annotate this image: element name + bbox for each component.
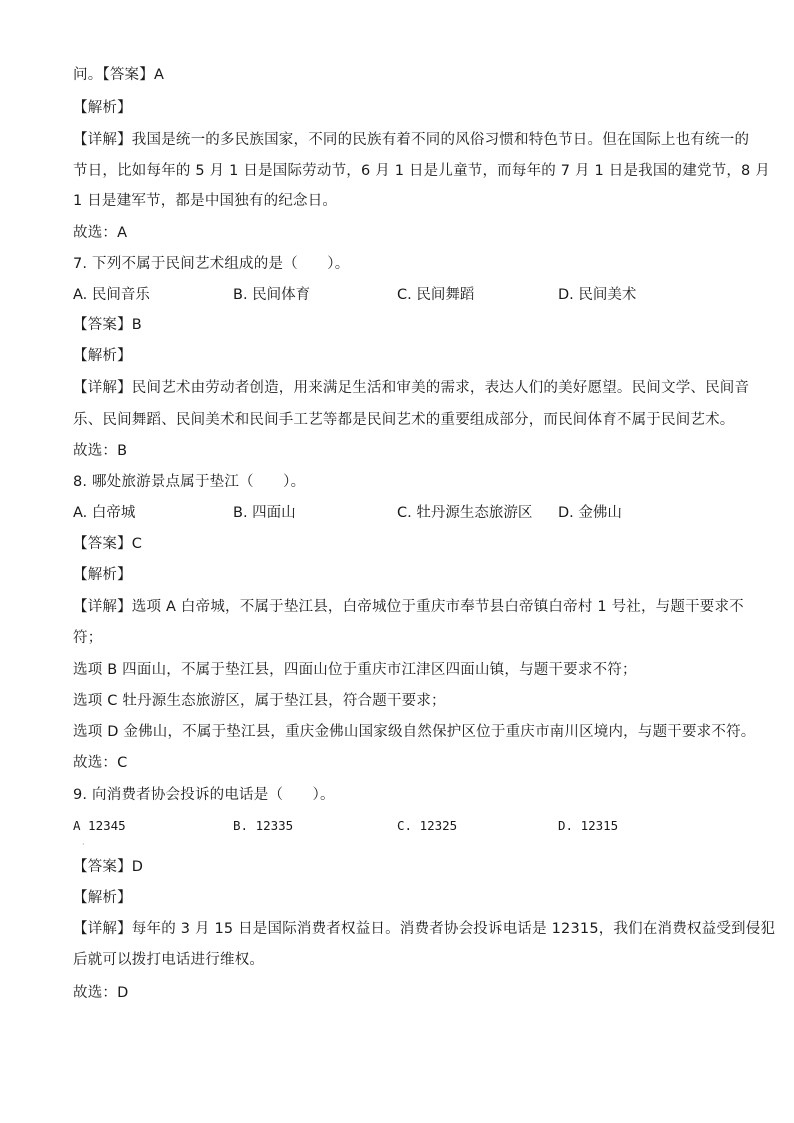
q8-option-a: A. 白帝城	[73, 505, 136, 521]
q7-option-a: A. 民间音乐	[73, 287, 150, 303]
detail-text: 后就可以拨打电话进行维权。	[73, 952, 265, 968]
choice-line: 故选：D	[73, 985, 129, 1001]
detail-text: 选项 D 金佛山，不属于垫江县，重庆金佛山国家级自然保护区位于重庆市南川区境内，与题干要求不符。	[73, 724, 756, 740]
detail-text: 【详解】民间艺术由劳动者创造，用来满足生活和审美的需求，表达人们的美好愿望。民间文学、民间音	[73, 380, 750, 396]
analysis-heading: 【解析】	[73, 100, 132, 116]
q9-option-b: B. 12335	[233, 818, 294, 833]
answer-line: 问。【答案】A	[73, 67, 165, 83]
choice-line: 故选：A	[73, 225, 128, 241]
stray-mark: ·	[82, 840, 85, 849]
analysis-heading: 【解析】	[73, 348, 132, 364]
q9-option-c: C. 12325	[397, 818, 458, 833]
q7-option-b: B. 民间体育	[233, 287, 311, 303]
q7-option-c: C. 民间舞蹈	[397, 287, 475, 303]
detail-text: 乐、民间舞蹈、民间美术和民间手工艺等都是民间艺术的重要组成部分，而民间体育不属于民间艺术。	[73, 412, 735, 428]
analysis-heading: 【解析】	[73, 567, 132, 583]
q8-option-c: C. 牡丹源生态旅游区	[397, 505, 533, 521]
choice-line: 故选：C	[73, 755, 128, 771]
detail-text: 选项 B 四面山，不属于垫江县，四面山位于重庆市江津区四面山镇，与题干要求不符；	[73, 662, 637, 678]
question-9: 9. 向消费者协会投诉的电话是（ ）。	[73, 787, 335, 803]
detail-text: 1 日是建军节，都是中国独有的纪念日。	[73, 193, 338, 209]
detail-text: 【详解】我国是统一的多民族国家，不同的民族有着不同的风俗习惯和特色节日。但在国际上也有统一的	[73, 132, 750, 148]
q8-option-b: B. 四面山	[233, 505, 296, 521]
q9-option-d: D. 12315	[558, 818, 619, 833]
q9-option-a: A 12345	[73, 818, 126, 833]
q8-option-d: D. 金佛山	[558, 505, 622, 521]
detail-text: 节日，比如每年的 5 月 1 日是国际劳动节，6 月 1 日是儿童节，而每年的 7 月 1 日是我国的建党节，8 月	[73, 163, 770, 179]
question-8: 8. 哪处旅游景点属于垫江（ ）。	[73, 474, 306, 490]
q7-option-d: D. 民间美术	[558, 287, 637, 303]
detail-text: 符；	[73, 630, 103, 646]
question-7: 7. 下列不属于民间艺术组成的是（ ）。	[73, 256, 350, 272]
answer-line: 【答案】C	[73, 536, 143, 552]
detail-text: 【详解】每年的 3 月 15 日是国际消费者权益日。消费者协会投诉电话是 12315，我们在消费权益受到侵犯	[73, 921, 776, 937]
answer-line: 【答案】B	[73, 317, 142, 333]
analysis-heading: 【解析】	[73, 890, 132, 906]
answer-line: 【答案】D	[73, 859, 144, 875]
choice-line: 故选：B	[73, 443, 128, 459]
detail-text: 选项 C 牡丹源生态旅游区，属于垫江县，符合题干要求；	[73, 693, 446, 709]
detail-text: 【详解】选项 A 白帝城，不属于垫江县，白帝城位于重庆市奉节县白帝镇白帝村 1 号社，与题干要求不	[73, 599, 744, 615]
